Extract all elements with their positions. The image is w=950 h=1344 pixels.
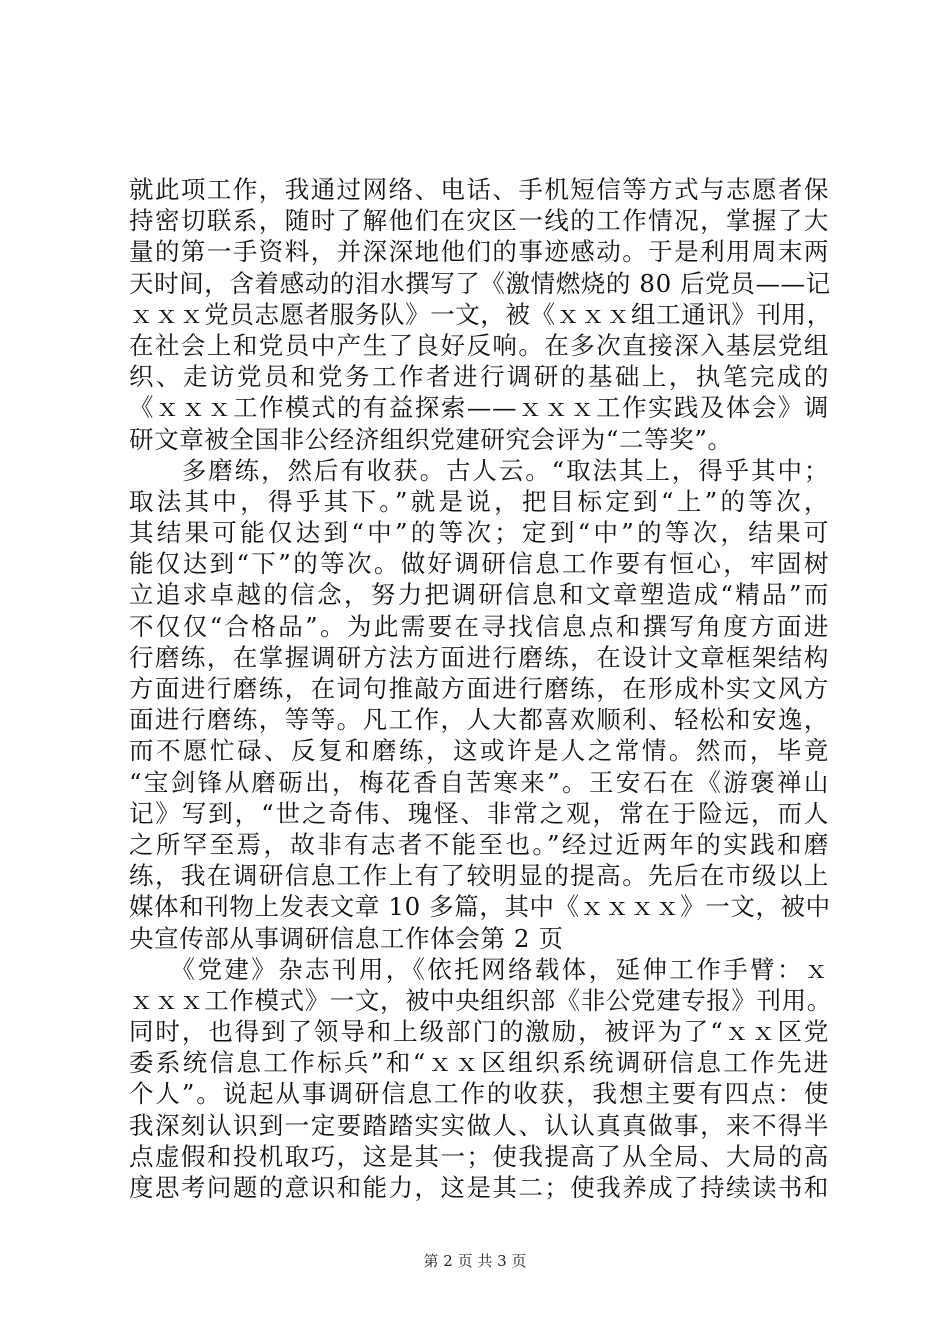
- text-line: 个人”。说起从事调研信息工作的收获，我想主要有四点：使: [129, 1079, 829, 1109]
- text-line: ｘｘｘ党员志愿者服务队》一文，被《ｘｘｘ组工通讯》刊用，: [129, 299, 832, 329]
- text-line: 研文章被全国非公经济组织党建研究会评为“二等奖”。: [129, 424, 733, 454]
- text-line: 我深刻认识到一定要踏踏实实做人、认认真真做事，来不得半: [129, 1110, 829, 1140]
- text-line: 多磨练，然后有收获。古人云。“取法其上，得乎其中；: [129, 455, 829, 485]
- text-line: 央宣传部从事调研信息工作体会第 2 页: [129, 923, 564, 953]
- text-line: 面进行磨练，等等。凡工作，人大都喜欢顺利、轻松和安逸，: [129, 705, 829, 735]
- text-line: 立追求卓越的信念，努力把调研信息和文章塑造成“精品”而: [129, 580, 829, 610]
- text-line: 不仅仅“合格品”。为此需要在寻找信息点和撰写角度方面进: [129, 611, 829, 641]
- text-line: 就此项工作，我通过网络、电话、手机短信等方式与志愿者保: [129, 175, 829, 204]
- text-line: 点虚假和投机取巧，这是其一；使我提高了从全局、大局的高: [129, 1141, 829, 1171]
- text-line: 行磨练，在掌握调研方法方面进行磨练，在设计文章框架结构: [129, 642, 829, 672]
- text-line: 度思考问题的意识和能力，这是其二；使我养成了持续读书和: [129, 1173, 829, 1202]
- text-line: 《ｘｘｘ工作模式的有益探索——ｘｘｘ工作实践及体会》调: [129, 393, 829, 423]
- text-line: 其结果可能仅达到“中”的等次；定到“中”的等次，结果可: [129, 518, 829, 548]
- body-text: [129, 174, 832, 1203]
- text-line: “宝剑锋从磨砺出，梅花香自苦寒来”。王安石在《游褒禅山: [129, 767, 829, 797]
- text-line: 持密切联系，随时了解他们在灾区一线的工作情况，掌握了大: [129, 206, 829, 236]
- text-line: 之所罕至焉，故非有志者不能至也。”经过近两年的实践和磨: [129, 829, 829, 859]
- text-line: 媒体和刊物上发表文章 10 多篇，其中《ｘｘｘｘ》一文，被中: [129, 892, 831, 922]
- text-line: 量的第一手资料，并深深地他们的事迹感动。于是利用周末两: [129, 237, 829, 267]
- page-footer: 第 2 页 共 3 页: [423, 1252, 527, 1270]
- text-line: 取法其中，得乎其下。”就是说，把目标定到“上”的等次，: [129, 486, 829, 516]
- text-line: 方面进行磨练，在词句推敲方面进行磨练，在形成朴实文风方: [129, 674, 829, 703]
- text-line: 委系统信息工作标兵”和“ｘｘ区组织系统调研信息工作先进: [129, 1048, 829, 1078]
- text-line: 而不愿忙碌、反复和磨练，这或许是人之常情。然而，毕竟: [129, 736, 829, 766]
- text-line: 《党建》杂志刊用，《依托网络载体，延伸工作手臂：ｘ: [129, 954, 829, 984]
- text-line: 同时，也得到了领导和上级部门的激励，被评为了“ｘｘ区党: [129, 1017, 829, 1047]
- text-line: 记》写到，“世之奇伟、瑰怪、非常之观，常在于险远，而人: [129, 798, 829, 828]
- text-line: 练，我在调研信息工作上有了较明显的提高。先后在市级以上: [129, 861, 829, 891]
- text-line: 织、走访党员和党务工作者进行调研的基础上，执笔完成的: [129, 362, 829, 392]
- text-line: 在社会上和党员中产生了良好反响。在多次直接深入基层党组: [129, 330, 829, 360]
- text-line: 能仅达到“下”的等次。做好调研信息工作要有恒心，牢固树: [129, 549, 829, 579]
- text-line: ｘｘｘ工作模式》一文，被中央组织部《非公党建专报》刊用。: [129, 985, 832, 1015]
- text-line: 天时间，含着感动的泪水撰写了《激情燃烧的 80 后党员——记: [129, 268, 831, 298]
